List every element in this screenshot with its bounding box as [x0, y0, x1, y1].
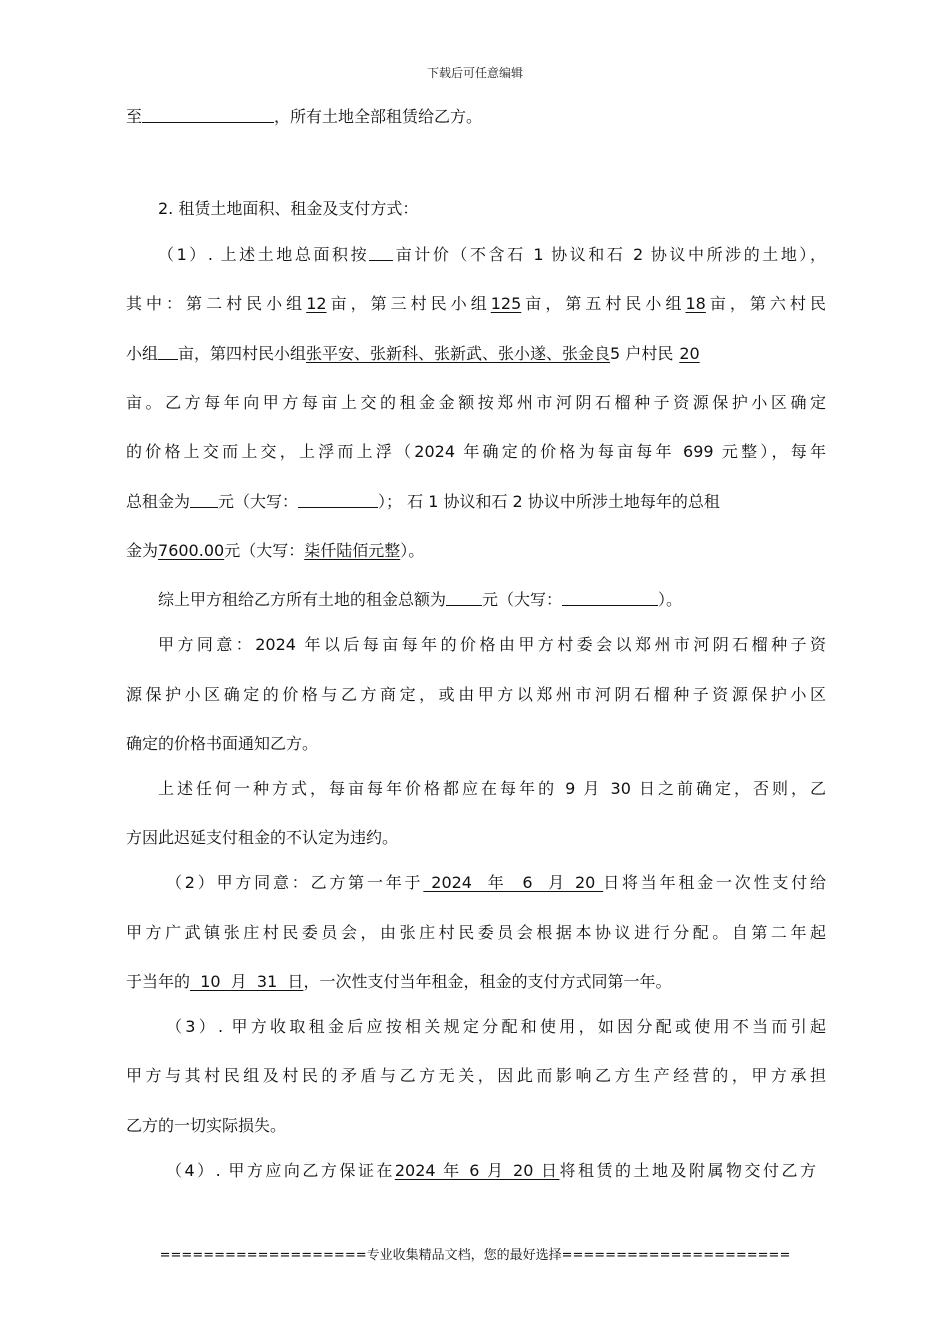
text: 上述任何一种方式，每亩每年价格都应在每年的 9 月 30 日之前确定，否则，乙 [158, 779, 826, 798]
text: （3）. 甲方收取租金后应按相关规定分配和使用，如因分配或使用不当而引起 [166, 1017, 826, 1036]
paragraph-line [158, 777, 826, 801]
filled-date: 2024 年 6 月 20 日 [394, 1161, 560, 1180]
paragraph-line [158, 243, 826, 267]
paragraph-line [126, 342, 700, 366]
paragraph-line [166, 871, 826, 895]
text: 源保护小区确定的价格与乙方商定，或由甲方以郑州市河阴石榴种子资源保护小区 [126, 685, 826, 704]
text: ，所有土地全部租赁给乙方。 [274, 107, 483, 126]
paragraph-line [158, 588, 682, 612]
text: ）。 [400, 541, 425, 560]
paragraph-line [166, 1159, 816, 1183]
text: 金为 [126, 541, 159, 560]
text: 亩计价（不含石 1 协议和石 2 协议中所涉的土地）， [393, 245, 826, 264]
paragraph-line [126, 105, 482, 129]
text: 其中：第二村民小组 [126, 294, 307, 313]
text: 确定的价格书面通知乙方。 [126, 734, 319, 753]
blank-field [190, 491, 218, 508]
text: 于当年的 [126, 972, 191, 991]
text: 日将当年租金一次性支付给 [603, 873, 826, 892]
text: 元（大写： [218, 492, 299, 511]
paragraph-line [126, 826, 398, 850]
text: 亩。乙方每年向甲方每亩上交的租金金额按郑州市河阴石榴种子资源保护小区确定 [126, 393, 826, 412]
text: ）。 [658, 590, 683, 609]
text: 至 [126, 107, 143, 126]
paragraph-line [158, 633, 826, 657]
text: （2）甲方同意：乙方第一年于 [166, 873, 424, 892]
text: 甲方广武镇张庄村民委员会，由张庄村民委员会根据本协议进行分配。自第二年起 [126, 923, 826, 942]
paragraph-line [126, 970, 671, 994]
text: 亩，第六村民 [705, 294, 826, 313]
blank-field [158, 343, 178, 360]
filled-value: 20 [679, 344, 700, 363]
text: 将租赁的土地及附属物交付乙方 [559, 1161, 816, 1180]
blank-field [142, 106, 274, 123]
text: （1）. 上述土地总面积按 [158, 245, 370, 264]
text: 乙方的一切实际损失。 [126, 1116, 287, 1135]
paragraph-line [126, 292, 826, 316]
text: 综上甲方租给乙方所有土地的租金总额为 [158, 590, 447, 609]
text: 甲方与其村民组及村民的矛盾与乙方无关，因此而影响乙方生产经营的，甲方承担 [126, 1066, 826, 1085]
blank-field [446, 589, 482, 606]
filled-value: 7600.00 [158, 541, 225, 560]
text: 的价格上交而上交，上浮而上浮（2024 年确定的价格为每亩每年 699 元整），每年 [126, 442, 826, 461]
paragraph-line [126, 440, 826, 464]
paragraph-line [166, 1015, 826, 1039]
paragraph-line [126, 539, 424, 563]
text: 总租金为 [126, 492, 191, 511]
text: ，一次性支付当年租金，租金的支付方式同第一年。 [303, 972, 672, 991]
paragraph-line [126, 490, 720, 514]
text: （4）. 甲方应向乙方保证在 [166, 1161, 395, 1180]
text: ）； 石 1 协议和石 2 协议中所涉土地每年的总租 [378, 492, 720, 511]
paragraph-line [126, 391, 826, 415]
text: 小组 [126, 344, 159, 363]
page-header: 下载后可任意编辑 [426, 66, 523, 80]
filled-value: 12 [306, 294, 327, 313]
blank-field [562, 589, 658, 606]
filled-value: 柒仟陆佰元整 [304, 541, 401, 560]
text: 5 户村民 [610, 344, 674, 363]
paragraph-line [126, 1064, 826, 1088]
blank-field [369, 244, 393, 261]
paragraph-line [126, 683, 826, 707]
text: 亩，第五村民小组 [521, 294, 686, 313]
filled-value: 125 [490, 294, 522, 313]
section-heading [158, 197, 418, 221]
text: 甲方同意：2024 年以后每亩每年的价格由甲方村委会以郑州市河阴石榴种子资 [158, 635, 826, 654]
paragraph-line [126, 1114, 286, 1138]
filled-value: 张平安、张新科、张新武、张小遂、张金良 [306, 344, 611, 363]
blank-field [298, 491, 378, 508]
text: 方因此迟延支付租金的不认定为违约。 [126, 828, 399, 847]
text: 元（大写： [224, 541, 305, 560]
filled-date: 10 月 31 日 [190, 972, 304, 991]
filled-value: 18 [685, 294, 706, 313]
paragraph-line [126, 921, 826, 945]
text: 元（大写： [482, 590, 563, 609]
text: 亩，第四村民小组 [178, 344, 307, 363]
paragraph-line [126, 732, 318, 756]
filled-date: 2024 年 6 月 20 [423, 873, 604, 892]
text: 亩，第三村民小组 [326, 294, 491, 313]
page-footer: ===================专业收集精品文档，您的最好选择===================== [159, 1248, 791, 1263]
text: 2. 租赁土地面积、租金及支付方式： [158, 199, 419, 218]
